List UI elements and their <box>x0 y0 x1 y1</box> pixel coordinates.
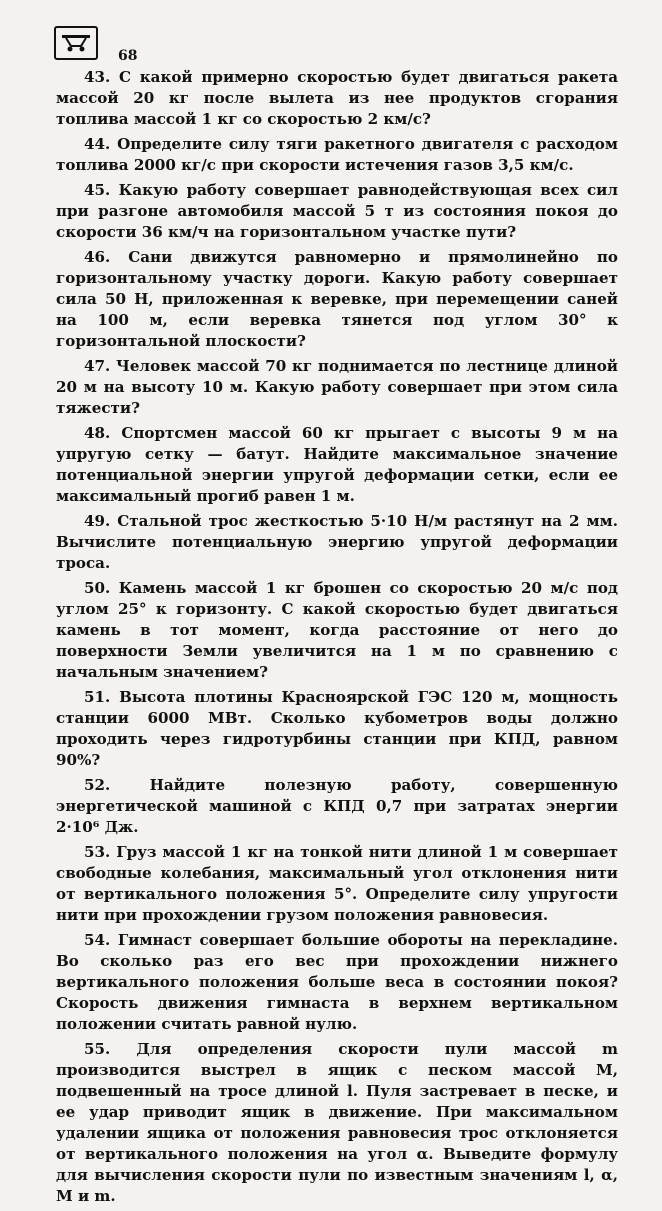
problem-47: 47. Человек массой 70 кг поднимается по лестнице длиной 20 м на высоту 10 м. Какую работу совершает при этом сила тяжести? <box>56 357 618 417</box>
page-number: 68 <box>118 48 138 64</box>
problem-50: 50. Камень массой 1 кг брошен со скоростью 20 м/с под углом 25° к горизонту. С какой скоростью будет двигаться камень в тот момент, когда расстояние от него до поверхности Земли увеличится на 1 м по сравнению с начальным значением? <box>56 579 618 681</box>
problem-55: 55. Для определения скорости пули массой m производится выстрел в ящик с песком массой M, подвешенный на тросе длиной l. Пуля застревает в песке, и ее удар приводит ящик в движение. При максимальном удалении ящика от положения равновесия трос отклоняется от вертикального положения на угол α. Выведите формулу для вычисления скорости пули по известным значениям l, α, M и m. <box>56 1040 618 1205</box>
problem-45: 45. Какую работу совершает равнодействующая всех сил при разгоне автомобиля массой 5 т из состояния покоя до скорости 36 км/ч на горизонтальном участке пути? <box>56 181 618 241</box>
problems-list <box>56 67 618 1211</box>
physics-book-icon <box>54 26 98 60</box>
problem-44: 44. Определите силу тяги ракетного двигателя с расходом топлива 2000 кг/с при скорости истечения газов 3,5 км/с. <box>56 135 618 174</box>
problem-54: 54. Гимнаст совершает большие обороты на перекладине. Во сколько раз его вес при прохождении нижнего вертикального положения больше веса в состоянии покоя? Скорость движения гимнаста в верхнем вертикальном положении считать равной нулю. <box>56 931 618 1033</box>
problem-51: 51. Высота плотины Красноярской ГЭС 120 м, мощность станции 6000 МВт. Сколько кубометров воды должно проходить через гидротурбины станции при КПД, равном 90%? <box>56 688 618 769</box>
problem-43: 43. С какой примерно скоростью будет двигаться ракета массой 20 кг после вылета из нее продуктов сгорания топлива массой 1 кг со скоростью 2 км/с? <box>56 68 618 128</box>
problem-46: 46. Сани движутся равномерно и прямолинейно по горизонтальному участку дороги. Какую работу совершает сила 50 Н, приложенная к веревке, при перемещении саней на 100 м, если веревка тянется под углом 30° к горизонтальной плоскости? <box>56 248 618 350</box>
problem-49: 49. Стальной трос жесткостью 5·10 Н/м растянут на 2 мм. Вычислите потенциальную энергию упругой деформации троса. <box>56 512 618 572</box>
problem-53: 53. Груз массой 1 кг на тонкой нити длиной 1 м совершает свободные колебания, максимальный угол отклонения нити от вертикального положения 5°. Определите силу упругости нити при прохождении грузом положения равновесия. <box>56 843 618 924</box>
problem-48: 48. Спортсмен массой 60 кг прыгает с высоты 9 м на упругую сетку — батут. Найдите максимальное значение потенциальной энергии упругой деформации сетки, если ее максимальный прогиб равен 1 м. <box>56 424 618 505</box>
problem-52: 52. Найдите полезную работу, совершенную энергетической машиной с КПД 0,7 при затратах энергии 2·10⁶ Дж. <box>56 776 618 836</box>
